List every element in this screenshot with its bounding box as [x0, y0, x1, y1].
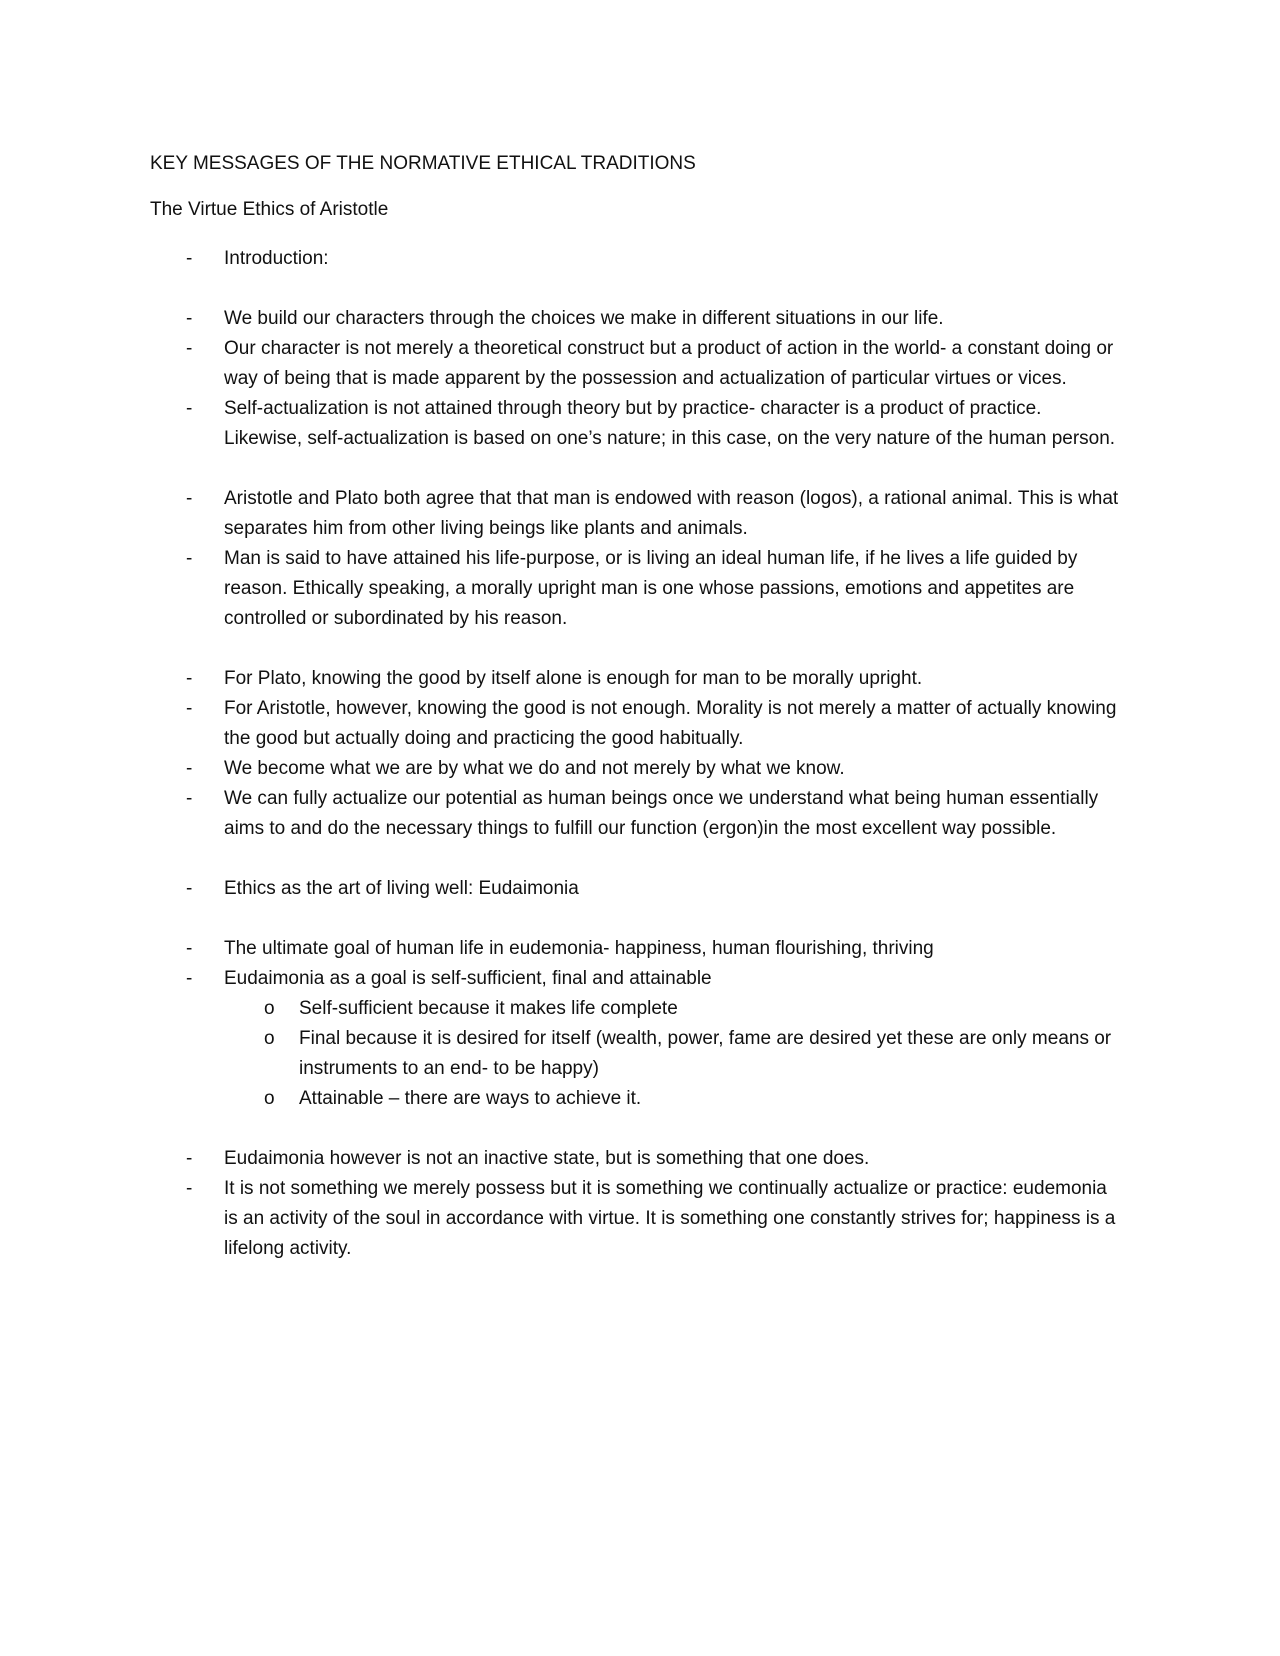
list-item-text: We can fully actualize our potential as human beings once we understand what being human essentially aims to and do the necessary things to fulfill our function (ergon)in the most excellent way possible. [224, 788, 1099, 839]
list-item [150, 394, 1124, 454]
sub-list-item [150, 994, 1124, 1024]
spacer [150, 454, 1130, 484]
circle-bullet-icon: o [264, 1028, 275, 1049]
list-item [150, 874, 1124, 904]
list-item [150, 934, 1124, 964]
sub-list-item [150, 1024, 1124, 1084]
document-title: KEY MESSAGES OF THE NORMATIVE ETHICAL TRADITIONS [150, 153, 696, 174]
dash-marker: - [186, 1148, 193, 1169]
list-item [150, 334, 1124, 394]
dash-marker: - [186, 398, 193, 419]
dash-marker: - [186, 488, 193, 509]
list-item-text: For Plato, knowing the good by itself alone is enough for man to be morally upright. [224, 668, 923, 689]
dash-marker: - [186, 878, 193, 899]
list-item [150, 304, 1124, 334]
spacer [150, 904, 1130, 934]
list-item-text: We become what we are by what we do and not merely by what we know. [224, 758, 845, 779]
list-item [150, 784, 1124, 844]
dash-marker: - [186, 548, 193, 569]
spacer [150, 274, 1130, 304]
list-item-text: Eudaimonia as a goal is self-sufficient, final and attainable [224, 968, 712, 989]
dash-marker: - [186, 668, 193, 689]
list-item [150, 1144, 1124, 1174]
list-item [150, 964, 1124, 994]
spacer [150, 1114, 1130, 1144]
dash-marker: - [186, 248, 193, 269]
list-item [150, 694, 1124, 754]
circle-bullet-icon: o [264, 998, 275, 1019]
list-item-text: For Aristotle, however, knowing the good is not enough. Morality is not merely a matter of actually knowing the good but actually doing and practicing the good habitually. [224, 698, 1117, 749]
dash-marker: - [186, 758, 193, 779]
dash-marker: - [186, 1178, 193, 1199]
list-item-text: Man is said to have attained his life-purpose, or is living an ideal human life, if he lives a life guided by reason. Ethically speaking, a morally upright man is one whose passions, emotions and appetites are controlled or subordinated by his reason. [224, 548, 1078, 629]
dash-marker: - [186, 308, 193, 329]
sub-list-item [150, 1084, 1124, 1114]
list-item [150, 484, 1124, 544]
dash-marker: - [186, 338, 193, 359]
bullet-list [150, 244, 1130, 1264]
document-subtitle: The Virtue Ethics of Aristotle [150, 199, 389, 220]
sub-list-item-text: Final because it is desired for itself (wealth, power, fame are desired yet these are only means or instruments to an end- to be happy) [299, 1028, 1112, 1079]
list-item-text: Eudaimonia however is not an inactive state, but is something that one does. [224, 1148, 870, 1169]
list-item [150, 244, 1124, 274]
dash-marker: - [186, 968, 193, 989]
list-item-text: The ultimate goal of human life in eudemonia- happiness, human flourishing, thriving [224, 938, 934, 959]
list-item-text: Self-actualization is not attained through theory but by practice- character is a product of practice. Likewise, self-actualization is based on one’s nature; in this case, on the very nature of the human person. [224, 398, 1116, 449]
dash-marker: - [186, 938, 193, 959]
list-item-text: Our character is not merely a theoretical construct but a product of action in the world- a constant doing or way of being that is made apparent by the possession and actualization of particular virtues or vices. [224, 338, 1114, 389]
dash-marker: - [186, 788, 193, 809]
list-item-text: It is not something we merely possess but it is something we continually actualize or practice: eudemonia is an activity of the soul in accordance with virtue. It is something one constantly strives for; happiness is a lifelong activity. [224, 1178, 1116, 1259]
dash-marker: - [186, 698, 193, 719]
list-item-text: We build our characters through the choices we make in different situations in our life. [224, 308, 944, 329]
list-item [150, 1174, 1124, 1264]
list-item-text: Introduction: [224, 248, 329, 269]
sub-list-item-text: Attainable – there are ways to achieve it. [299, 1088, 642, 1109]
list-item [150, 754, 1124, 784]
list-item [150, 544, 1124, 634]
spacer [150, 844, 1130, 874]
sub-list-item-text: Self-sufficient because it makes life complete [299, 998, 678, 1019]
circle-bullet-icon: o [264, 1088, 275, 1109]
spacer [150, 634, 1130, 664]
list-item-text: Ethics as the art of living well: Eudaimonia [224, 878, 579, 899]
list-item [150, 664, 1124, 694]
list-item-text: Aristotle and Plato both agree that that man is endowed with reason (logos), a rational animal. This is what separates him from other living beings like plants and animals. [224, 488, 1119, 539]
